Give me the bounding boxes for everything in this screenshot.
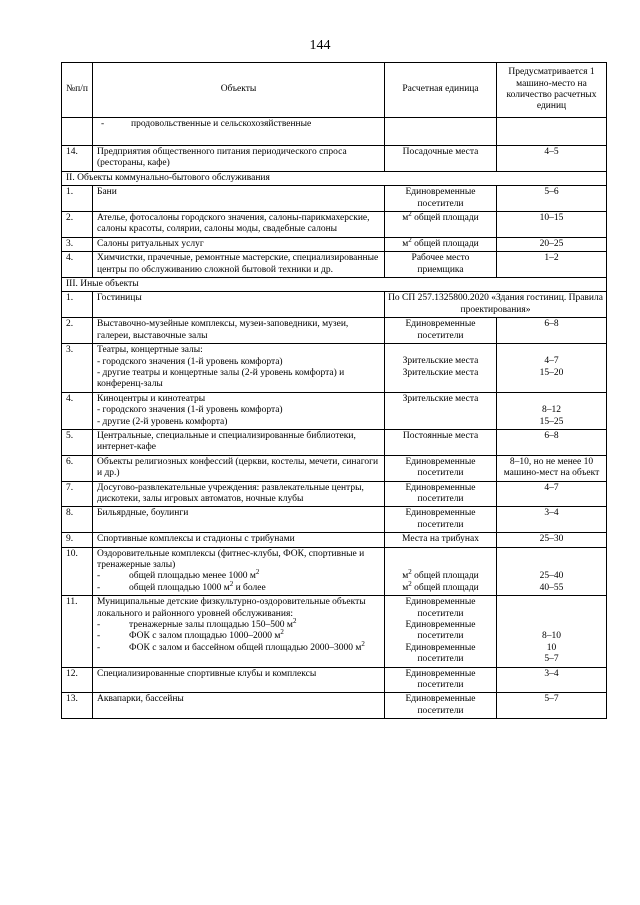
row-number: 9. (62, 533, 93, 547)
row-value: 5–7 (497, 693, 607, 719)
section-title: III. Иные объекты (62, 278, 607, 292)
row-value: 6–8 (497, 318, 607, 344)
row-unit: Единовременные посетители (385, 693, 497, 719)
table-row (62, 118, 607, 146)
row-number: 2. (62, 318, 93, 344)
row-value: 4–7 15–20 (497, 344, 607, 393)
row-unit: Зрительские места Зрительские места (385, 344, 497, 393)
section-title: II. Объекты коммунально-бытового обслуживания (62, 171, 607, 185)
table-row (62, 693, 607, 719)
row-unit: Посадочные места (385, 146, 497, 172)
row-object: Киноцентры и кинотеатры - городского значения (1-й уровень комфорта) - другие (2-й уровень комфорта) (93, 392, 385, 429)
row-number: 5. (62, 429, 93, 455)
row-number: 2. (62, 212, 93, 238)
row-value: 3–4 (497, 667, 607, 693)
row-number: 6. (62, 455, 93, 481)
row-value: 25–40 40–55 (497, 547, 607, 596)
row-unit: Единовременные посетители Единовременные посетители Единовременные посетители (385, 596, 497, 667)
row-object: Муниципальные детские физкультурно-оздоровительные объекты локального и районного уровней обслуживания: - тренажерные залы площадью 150–500 $м^2$ - ФОК с залом площадью 1000–2000 $м^2$ - ФОК с залом и бассейном общей площадью 2000–3000 $м^2$ (93, 596, 385, 667)
parking-norms-table (61, 62, 607, 719)
row-object: Досугово-развлекательные учреждения: развлекательные центры, дискотеки, залы игровых автоматов, ночные клубы (93, 481, 385, 507)
row-number: 4. (62, 392, 93, 429)
row-unit: $м^2$ общей площади $м^2$ общей площади (385, 547, 497, 596)
row-value: 4–5 (497, 146, 607, 172)
row-unit: Единовременные посетители (385, 318, 497, 344)
row-object: Центральные, специальные и специализированные библиотеки, интернет-кафе (93, 429, 385, 455)
row-object: Химчистки, прачечные, ремонтные мастерские, специализированные центры по обслуживанию сложной бытовой техники и др. (93, 252, 385, 278)
row-number: 3. (62, 237, 93, 251)
header-num: №п/п (62, 63, 93, 118)
table-row (62, 212, 607, 238)
row-number: 10. (62, 547, 93, 596)
table-row (62, 667, 607, 693)
header-objects: Объекты (93, 63, 385, 118)
row-number: 8. (62, 507, 93, 533)
row-unit: Единовременные посетители (385, 481, 497, 507)
table-row (62, 344, 607, 393)
row-unit: Единовременные посетители (385, 667, 497, 693)
row-note: По СП 257.1325800.2020 «Здания гостиниц. Правила проектирования» (385, 292, 607, 318)
row-object: Салоны ритуальных услуг (93, 237, 385, 251)
table-row (62, 455, 607, 481)
table-row (62, 292, 607, 318)
row-number: 1. (62, 292, 93, 318)
row-object: Театры, концертные залы: - городского значения (1-й уровень комфорта) - другие театры и концертные залы (2-й уровень комфорта) и конференц-залы (93, 344, 385, 393)
table-row (62, 392, 607, 429)
list-dash: - (101, 119, 105, 129)
section-heading (62, 278, 607, 292)
section-heading (62, 171, 607, 185)
row-unit: Единовременные посетители (385, 507, 497, 533)
row-number: 12. (62, 667, 93, 693)
row-object: Спортивные комплексы и стадионы с трибунами (93, 533, 385, 547)
row-value: 8–12 15–25 (497, 392, 607, 429)
table-row (62, 186, 607, 212)
row-value: 20–25 (497, 237, 607, 251)
row-object: Выставочно-музейные комплексы, музеи-заповедники, музеи, галереи, выставочные залы (93, 318, 385, 344)
row-unit: Рабочее место приемщика (385, 252, 497, 278)
row-object: Ателье, фотосалоны городского значения, салоны-парикмахерские, салоны красоты, солярии, салоны моды, свадебные салоны (93, 212, 385, 238)
row-object: Оздоровительные комплексы (фитнес-клубы, ФОК, спортивные и тренажерные залы) - общей площадью менее 1000 $м^2$ - общей площадью 1000 $м^2$ и более (93, 547, 385, 596)
row-object: Гостиницы (93, 292, 385, 318)
row-object: Аквапарки, бассейны (93, 693, 385, 719)
table-row (62, 596, 607, 667)
table-row (62, 533, 607, 547)
row-object: Бильярдные, боулинги (93, 507, 385, 533)
table-row (62, 481, 607, 507)
row-unit: Места на трибунах (385, 533, 497, 547)
table-row (62, 237, 607, 251)
row-object: продовольственные и сельскохозяйственные (131, 119, 312, 129)
page-number: 144 (309, 38, 331, 53)
table-row (62, 146, 607, 172)
row-value: 1–2 (497, 252, 607, 278)
row-unit: Зрительские места (385, 392, 497, 429)
row-value: 5–6 (497, 186, 607, 212)
table-header-row (62, 63, 607, 118)
row-value: 8–10, но не менее 10 машино-мест на объект (497, 455, 607, 481)
table-row (62, 252, 607, 278)
row-value: 10–15 (497, 212, 607, 238)
row-value: 4–7 (497, 481, 607, 507)
row-unit: Единовременные посетители (385, 186, 497, 212)
row-object: Объекты религиозных конфессий (церкви, костелы, мечети, синагоги и др.) (93, 455, 385, 481)
row-number: 3. (62, 344, 93, 393)
row-object: Предприятия общественного питания периодического спроса (рестораны, кафе) (93, 146, 385, 172)
table-row (62, 429, 607, 455)
row-value: 6–8 (497, 429, 607, 455)
row-value: 8–10 10 5–7 (497, 596, 607, 667)
row-number: 13. (62, 693, 93, 719)
row-unit: Постоянные места (385, 429, 497, 455)
row-number: 14. (62, 146, 93, 172)
row-number: 7. (62, 481, 93, 507)
row-unit: Единовременные посетители (385, 455, 497, 481)
row-unit: $м^2$ общей площади (385, 237, 497, 251)
header-value: Предусматривается 1 машино-место на количество расчетных единиц (497, 63, 607, 118)
row-number: 11. (62, 596, 93, 667)
table-row (62, 507, 607, 533)
row-object: Бани (93, 186, 385, 212)
row-number: 1. (62, 186, 93, 212)
row-object: Специализированные спортивные клубы и комплексы (93, 667, 385, 693)
row-value: 3–4 (497, 507, 607, 533)
header-unit: Расчетная единица (385, 63, 497, 118)
row-number: 4. (62, 252, 93, 278)
row-value: 25–30 (497, 533, 607, 547)
row-unit: $м^2$ общей площади (385, 212, 497, 238)
table-row (62, 547, 607, 596)
table-row (62, 318, 607, 344)
